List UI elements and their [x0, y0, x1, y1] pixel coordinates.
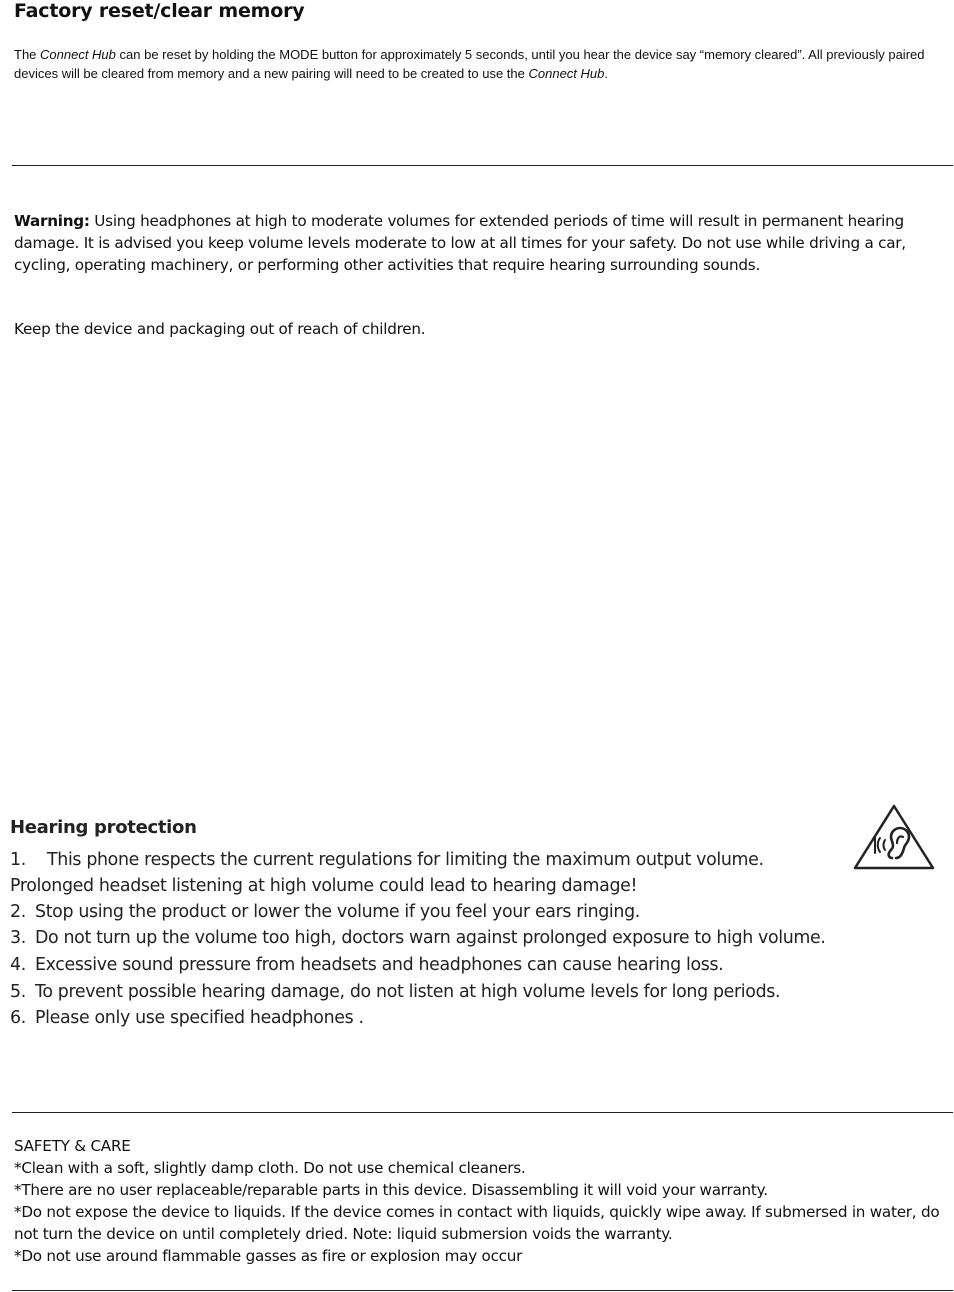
hearing-item-number: 4. — [10, 955, 26, 975]
warning-paragraph — [14, 210, 919, 276]
hearing-item-2 — [10, 902, 640, 922]
hearing-item-3 — [10, 928, 826, 948]
safety-title: SAFETY & CARE — [14, 1137, 131, 1155]
divider-2 — [12, 1112, 953, 1113]
hearing-item-number: 1. — [10, 850, 26, 870]
hearing-item-text: Excessive sound pressure from headsets and headphones can cause hearing loss. — [35, 955, 724, 975]
hearing-warning-triangle-icon — [852, 803, 936, 871]
divider-3 — [12, 1290, 953, 1291]
product-name-2: Connect Hub — [528, 66, 605, 81]
hearing-item-number: 5. — [10, 982, 26, 1002]
factory-reset-paragraph — [14, 45, 950, 83]
safety-line-liquids: *Do not expose the device to liquids. If the device comes in contact with liquids, quickly wipe away. If submersed in water, do not turn the device on until completely dried. Note: liquid submersion voids the warranty. — [14, 1203, 940, 1243]
product-name: Connect Hub — [40, 47, 116, 62]
factory-reset-title: Factory reset/clear memory — [14, 0, 305, 22]
safety-line-parts: *There are no user replaceable/reparable parts in this device. Disassembling it will void your warranty. — [14, 1181, 768, 1199]
warning-label: Warning: — [14, 212, 90, 230]
keep-away-notice: Keep the device and packaging out of reach of children. — [14, 320, 426, 338]
warning-text: Using headphones at high to moderate volumes for extended periods of time will result in permanent hearing damage. It is advised you keep volume levels moderate to low at all times for your safety. Do not use while driving a car, cycling, operating machinery, or performing other activities that require hearing surrounding sounds. — [14, 212, 906, 274]
hearing-item-text: Stop using the product or lower the volume if you feel your ears ringing. — [35, 902, 640, 922]
reset-text-end: . — [604, 66, 609, 81]
hearing-protection-title: Hearing protection — [10, 817, 197, 838]
hearing-item-1 — [10, 850, 764, 870]
hearing-item-6 — [10, 1008, 364, 1028]
hearing-item-4 — [10, 955, 723, 975]
safety-line-flammable: *Do not use around flammable gasses as fire or explosion may occur — [14, 1247, 523, 1265]
hearing-item-text: Do not turn up the volume too high, doctors warn against prolonged exposure to high volume. — [35, 928, 826, 948]
hearing-item-text: To prevent possible hearing damage, do not listen at high volume levels for long periods. — [35, 982, 781, 1002]
reset-text-part1: The — [14, 47, 41, 62]
hearing-item-number: 3. — [10, 928, 26, 948]
hearing-item-number: 2. — [10, 902, 26, 922]
hearing-item-text: Please only use specified headphones . — [35, 1008, 364, 1028]
hearing-item-5 — [10, 982, 780, 1002]
reset-text-part2: can be reset by holding the MODE button for approximately 5 seconds, until you hear the device say “memory cleared”. All previously paired devices will be cleared from memory and a new pairing will need to be created to use the — [14, 47, 925, 81]
hearing-item-number: 6. — [10, 1008, 26, 1028]
divider-1 — [12, 165, 953, 166]
safety-line-clean: *Clean with a soft, slightly damp cloth. Do not use chemical cleaners. — [14, 1159, 526, 1177]
hearing-item-text: This phone respects the current regulations for limiting the maximum output volume. — [47, 850, 764, 870]
hearing-item-1-continued: Prolonged headset listening at high volume could lead to hearing damage! — [10, 876, 638, 896]
